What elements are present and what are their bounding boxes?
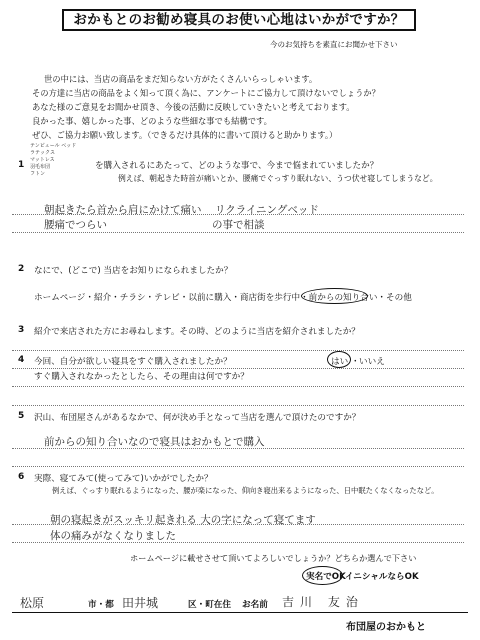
q1-note-2: ベッド bbox=[61, 143, 77, 149]
q4-text: 今回、自分が欲しい寝具をすぐ購入されましたか？ bbox=[34, 357, 232, 367]
q4-number: 4 bbox=[18, 355, 25, 365]
q1-note-6: フトン bbox=[30, 171, 46, 177]
q2-text: なにで、(どこで) 当店をお知りになられましたか？ bbox=[34, 266, 233, 276]
q6-example: 例えば、ぐっすり眠れるようになった、腰が楽になった、仰向き寝出来るようになった、日中眠たくなくなったなど。 bbox=[52, 486, 439, 495]
footer-city-value: 松原 bbox=[20, 596, 45, 610]
intro-line-3: あなた様のご意見をお聞かせ頂き、今後の活動に反映していきたいと考えております。 bbox=[32, 102, 355, 112]
q1-text: を購入されるにあたって、どのような事で、今まで悩まれていましたか？ bbox=[95, 161, 379, 171]
q1-product-notes bbox=[30, 143, 90, 178]
q3-text: 紹介で来店された方にお尋ねします。その時、どのように当店を紹介されましたか？ bbox=[34, 327, 360, 337]
q1-answer-2b: の事で相談 bbox=[212, 219, 265, 231]
store-name: 布団屋のおかもと bbox=[346, 622, 426, 633]
intro-line-4: 良かった事、嬉しかった事、どのような些細な事でも結構です。 bbox=[32, 116, 272, 126]
q1-example: 例えば、朝起きた時首が痛いとか、腰痛でぐっすり眠れない、うつ伏せ寝してしまうなど。 bbox=[118, 174, 438, 183]
q3-number: 3 bbox=[18, 325, 25, 335]
q4-followup: すぐ購入されなかったとしたら、その理由は何ですか？ bbox=[34, 372, 249, 382]
consent-real-name-circle bbox=[302, 566, 343, 585]
footer-town-label: 区・町在住 bbox=[188, 600, 231, 610]
q1-note-3: ラテックス bbox=[30, 150, 55, 156]
q4-sep: ・ bbox=[351, 357, 360, 367]
footer-town-value: 田井城 bbox=[122, 596, 159, 610]
q6-answer-1: 朝の寝起きがスッキリ起きれる 大の字になって寝てます bbox=[50, 514, 316, 526]
q4-yes-circle bbox=[327, 351, 351, 368]
q6-number: 6 bbox=[18, 472, 25, 482]
q5-answer: 前からの知り合いなので寝具はおかもとで購入 bbox=[44, 436, 265, 448]
q1-number: 1 bbox=[18, 160, 25, 170]
q5-number: 5 bbox=[18, 411, 25, 421]
q4-no: いいえ bbox=[359, 357, 385, 367]
consent-initial: イニシャルならOK bbox=[345, 572, 419, 582]
page-title: おかもとのお勧め寝具のお使い心地はいかがですか？ bbox=[62, 9, 416, 31]
q1-answer-1: 朝起きたら首から肩にかけて痛い bbox=[44, 204, 202, 216]
footer-name-label: お名前 bbox=[242, 600, 268, 610]
q6-text: 実際、寝てみて(使ってみて)いかがでしたか？ bbox=[34, 474, 213, 484]
page-subtitle: 今のお気持ちを素直にお聞かせ下さい bbox=[270, 40, 398, 49]
intro-line-1: 世の中には、当店の商品をまだ知らない方がたくさんいらっしゃいます。 bbox=[44, 74, 318, 84]
q4-yes: はい bbox=[331, 357, 349, 367]
q2-selected-circle bbox=[301, 288, 368, 304]
q5-text: 沢山、布団屋さんがあるなかで、何が決め手となって当店を選んで頂けたのですか？ bbox=[34, 413, 361, 423]
intro-line-5: ぜひ、ご協力お願い致します。（できるだけ具体的に書いて頂けると助かります。） bbox=[32, 130, 338, 140]
q1-note-5: 羽毛布団 bbox=[30, 164, 51, 170]
q2-number: 2 bbox=[18, 264, 25, 274]
consent-real-name: 実名でOK bbox=[306, 572, 346, 582]
footer-name-value: 吉川 友治 bbox=[282, 595, 364, 609]
consent-question: ホームページに載せさせて頂いてよろしいでしょうか？どちらか選んで下さい bbox=[130, 553, 417, 563]
footer-city-label: 市・都 bbox=[88, 600, 114, 610]
intro-line-2: その方達に当店の商品をよく知って頂く為に、アンケートにご協力して頂けないでしょうか？ bbox=[32, 88, 380, 98]
q6-answer-2: 体の痛みがなくなりました bbox=[50, 530, 176, 542]
q1-answer-1b: リクライニングベッド bbox=[215, 204, 319, 216]
q1-note-4: マットレス bbox=[30, 157, 55, 163]
q1-note-1: テンピュール bbox=[30, 143, 60, 149]
q1-answer-2: 腰痛でつらい bbox=[44, 219, 107, 231]
q2-options: ホームページ・紹介・チラシ・テレビ・以前に購入・商店街を歩行中・前からの知り合い・その他 bbox=[34, 293, 412, 303]
